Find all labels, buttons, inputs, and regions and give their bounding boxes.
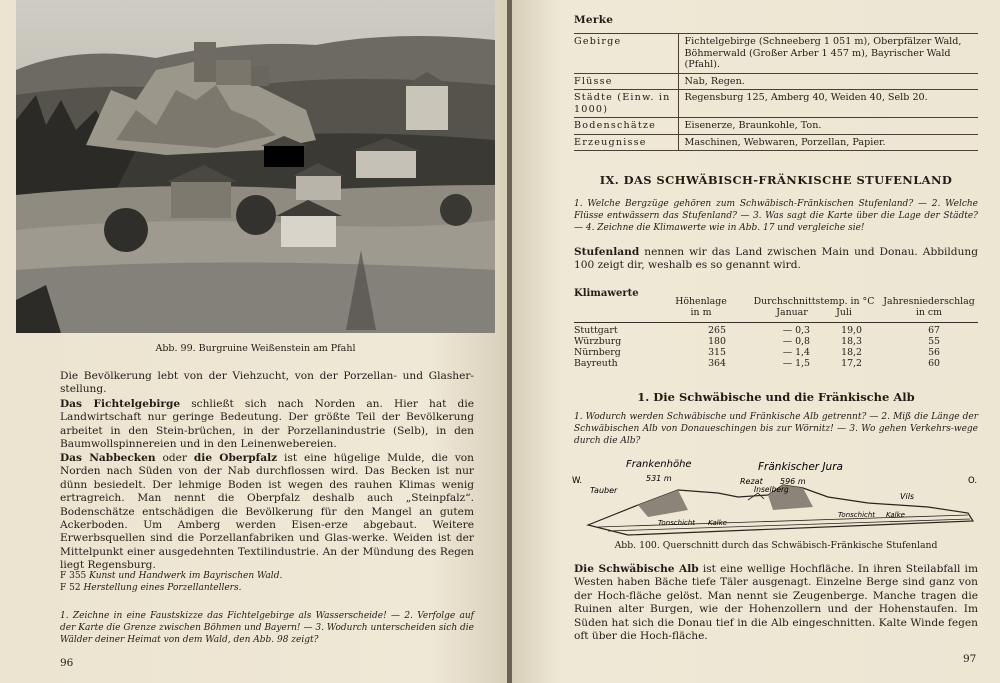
merke-value: Regensburg 125, Amberg 40, Weiden 40, Selb 20. xyxy=(678,90,978,118)
col-hoehe-label: Höhenlage xyxy=(675,296,727,307)
klima-city: Nürnberg xyxy=(574,347,621,358)
col-temp-label: Durchschnittstemp. in °C xyxy=(753,296,875,307)
klima-row xyxy=(574,326,978,336)
klima-nieder: 55 xyxy=(928,336,940,347)
paragraph-fichtelgebirge xyxy=(60,398,474,452)
alb-heading: 1. Die Schwäbische und die Fränkische Alb xyxy=(637,390,915,404)
col-hoehe-unit: in m xyxy=(690,307,712,318)
klima-nieder: 56 xyxy=(928,347,940,358)
merke-key: Flüsse xyxy=(574,73,678,90)
photo-caption: Abb. 99. Burgruine Weißenstein am Pfahl xyxy=(155,343,356,354)
col-nieder-label: Jahresniederschlag xyxy=(883,296,975,307)
merke-key: Bodenschätze xyxy=(574,118,678,135)
col-nieder-unit: in cm xyxy=(915,307,943,318)
klima-juli: 18,3 xyxy=(841,336,862,347)
merke-row xyxy=(574,90,978,118)
col-januar: Januar xyxy=(776,307,808,318)
film-code: F 52 xyxy=(60,583,81,593)
paragraph-stufenland-text: nennen wir das Land zwischen Main und Donau. Abbildung 100 zeigt dir, weshalb es so genannt wird. xyxy=(574,246,978,272)
label-tonschicht-2: Tonschicht xyxy=(838,511,876,519)
film-item xyxy=(60,582,474,594)
label-inselberg: Inselberg xyxy=(754,485,789,494)
paragraph-fichtelgebirge-text: schließt sich nach Norden an. Hier hat die Landwirtschaft nur geringe Bedeutung. Der größte Teil der Bevölkerung arbeitet in den Stein-brüchen, in der Porzellanindustrie (Selb), in den Baumwollspinnereien und in den Leinenwebereien. xyxy=(60,398,474,451)
label-vils: Vils xyxy=(900,492,915,501)
label-west: W. xyxy=(572,476,583,486)
klima-juli: 19,0 xyxy=(841,325,862,336)
film-title: Herstellung eines Porzellantellers. xyxy=(83,583,242,593)
escarpment-frankenhoehe xyxy=(638,490,688,517)
klima-januar: — 1,5 xyxy=(782,358,810,369)
paragraph-bevoelkerung: Die Bevölkerung lebt von der Viehzucht, von der Porzellan- und Glasher-stellung. xyxy=(60,370,474,396)
klima-city: Bayreuth xyxy=(574,358,618,369)
col-hoehe xyxy=(666,296,736,318)
merke-value: Nab, Regen. xyxy=(678,73,978,90)
merke-row xyxy=(574,73,978,90)
col-nieder xyxy=(879,296,979,318)
paragraph-stufenland xyxy=(574,246,978,273)
klima-nieder: 60 xyxy=(928,358,940,369)
paragraph-schwaebische-alb xyxy=(574,563,978,643)
klima-januar: — 0,3 xyxy=(782,325,810,336)
label-kalke-2: Kalke xyxy=(886,511,905,519)
klima-januar: — 1,4 xyxy=(782,347,810,358)
term-nabbecken: Das Nabbecken xyxy=(60,452,156,464)
klima-row xyxy=(574,348,978,358)
merke-table xyxy=(574,33,978,151)
cross-section-diagram xyxy=(568,455,978,540)
col-juli: Juli xyxy=(836,307,852,318)
merke-value: Maschinen, Webwaren, Porzellan, Papier. xyxy=(678,134,978,151)
col-temp xyxy=(744,296,884,307)
merke-title: Merke xyxy=(574,14,614,26)
klima-row xyxy=(574,359,978,369)
diagram-caption: Abb. 100. Querschnitt durch das Schwäbisch-Fränkische Stufenland xyxy=(614,540,938,551)
merke-value: Fichtelgebirge (Schneeberg 1 051 m), Oberpfälzer Wald, Böhmerwald (Großer Arber 1 457 m), Bayrischer Wald (Pfahl). xyxy=(678,34,978,74)
castle-ruin-photo xyxy=(16,0,495,333)
page-number-right: 97 xyxy=(963,653,977,665)
klima-nieder: 67 xyxy=(928,325,940,336)
paragraph-nabbecken-text: ist eine hügelige Mulde, die von Norden nach Süden von der Nab durchflossen wird. Das Becken ist nur dünn besiedelt. Der lehmige Boden ist wegen des rauhen Klimas wenig ertragreich. Man nennt die Oberpfalz deshalb auch „Steinpfalz“. Bodenschätze entschädigen die Bevölkerung für den Mangel an gutem Ackerboden. Um Amberg werden Eisen-erze abgebaut. Weitere Erwerbsquellen sind die Porzellanfabriken und Glas-werke. Weiden ist der Mittelpunkt einer ausgedehnten Textilindustrie. An der Mündung des Regen liegt Regensburg. xyxy=(60,452,475,572)
film-item xyxy=(60,570,474,582)
label-east: O. xyxy=(968,476,978,486)
klima-row xyxy=(574,337,978,347)
klima-city: Stuttgart xyxy=(574,325,618,336)
label-rezat: Rezat xyxy=(740,477,763,486)
merke-key: Gebirge xyxy=(574,34,678,74)
klima-juli: 17,2 xyxy=(841,358,862,369)
chapter-questions: 1. Welche Bergzüge gehören zum Schwäbisch-Fränkischen Stufenland? — 2. Welche Flüsse entwässern das Stufenland? — 3. Was sagt die Karte über die Lage der Städte? — 4. Zeichne die Klimawerte wie in Abb. 17 und vergleiche sie! xyxy=(574,199,978,233)
alb-questions: 1. Wodurch werden Schwäbische und Fränkische Alb getrennt? — 2. Miß die Länge der Schwäbischen Alb von Donaueschingen bis zur Wörnitz! — 3. Wo gehen Verkehrs-wege durch die Alb? xyxy=(574,412,978,446)
connector-oder: oder xyxy=(155,452,194,464)
chapter-heading: IX. DAS SCHWÄBISCH-FRÄNKISCHE STUFENLAND xyxy=(599,173,953,187)
term-oberpfalz: die Oberpfalz xyxy=(193,452,278,464)
label-fraenkischer-jura: Fränkischer Jura xyxy=(758,461,843,473)
term-stufenland: Stufenland xyxy=(574,246,640,258)
paragraph-nabbecken xyxy=(60,452,474,573)
film-title: Kunst und Handwerk im Bayrischen Wald. xyxy=(89,571,283,581)
klima-title: Klimawerte xyxy=(574,288,639,299)
klima-hoehe: 180 xyxy=(708,336,726,347)
merke-key: Erzeugnisse xyxy=(574,134,678,151)
page-number-left: 96 xyxy=(60,657,74,669)
klima-hoehe: 315 xyxy=(708,347,726,358)
label-frankenhoehe-alt: 531 m xyxy=(646,474,672,483)
klima-hoehe: 364 xyxy=(708,358,726,369)
left-questions: 1. Zeichne in eine Faustskizze das Fichtelgebirge als Wasserscheide! — 2. Verfolge auf der Karte die Grenze zwischen Böhmen und Bayern! — 3. Wodurch unterscheiden sich die Wälder deiner Heimat von dem Wald, den Abb. 98 zeigt? xyxy=(60,611,474,645)
merke-key: Städte (Einw. in 1000) xyxy=(574,90,678,118)
label-kalke-1: Kalke xyxy=(708,519,727,527)
merke-value: Eisenerze, Braunkohle, Ton. xyxy=(678,118,978,135)
klima-januar: — 0,8 xyxy=(782,336,810,347)
film-code: F 355 xyxy=(60,571,87,581)
label-frankenhoehe: Frankenhöhe xyxy=(626,459,692,470)
klima-header-rule xyxy=(574,322,978,323)
merke-row xyxy=(574,34,978,74)
merke-row xyxy=(574,118,978,135)
klima-juli: 18,2 xyxy=(841,347,862,358)
term-schwaebische-alb: Die Schwäbische Alb xyxy=(574,563,699,575)
film-list xyxy=(60,570,474,594)
merke-row xyxy=(574,134,978,151)
label-tonschicht-1: Tonschicht xyxy=(658,519,696,527)
klima-hoehe: 265 xyxy=(708,325,726,336)
paragraph-schwaebische-alb-text: ist eine wellige Hochfläche. In ihren Steilabfall im Westen haben Bäche tiefe Täler ausgenagt. Einzelne Berge sind ganz von der Hoch-fläche gelöst. Man nennt sie Zeugenberge. Manche tragen die Ruinen alter Burgen, wie der Hohenzollern und der Hohenstaufen. Im Süden hat sich die Donau tief in die Alb eingeschnitten. Kalte Winde fegen oft über die Hoch-fläche. xyxy=(574,563,978,643)
label-tauber: Tauber xyxy=(590,486,618,495)
label-rezat-alt: 596 m xyxy=(780,477,806,486)
term-fichtelgebirge: Das Fichtelgebirge xyxy=(60,398,181,410)
klima-city: Würzburg xyxy=(574,336,622,347)
